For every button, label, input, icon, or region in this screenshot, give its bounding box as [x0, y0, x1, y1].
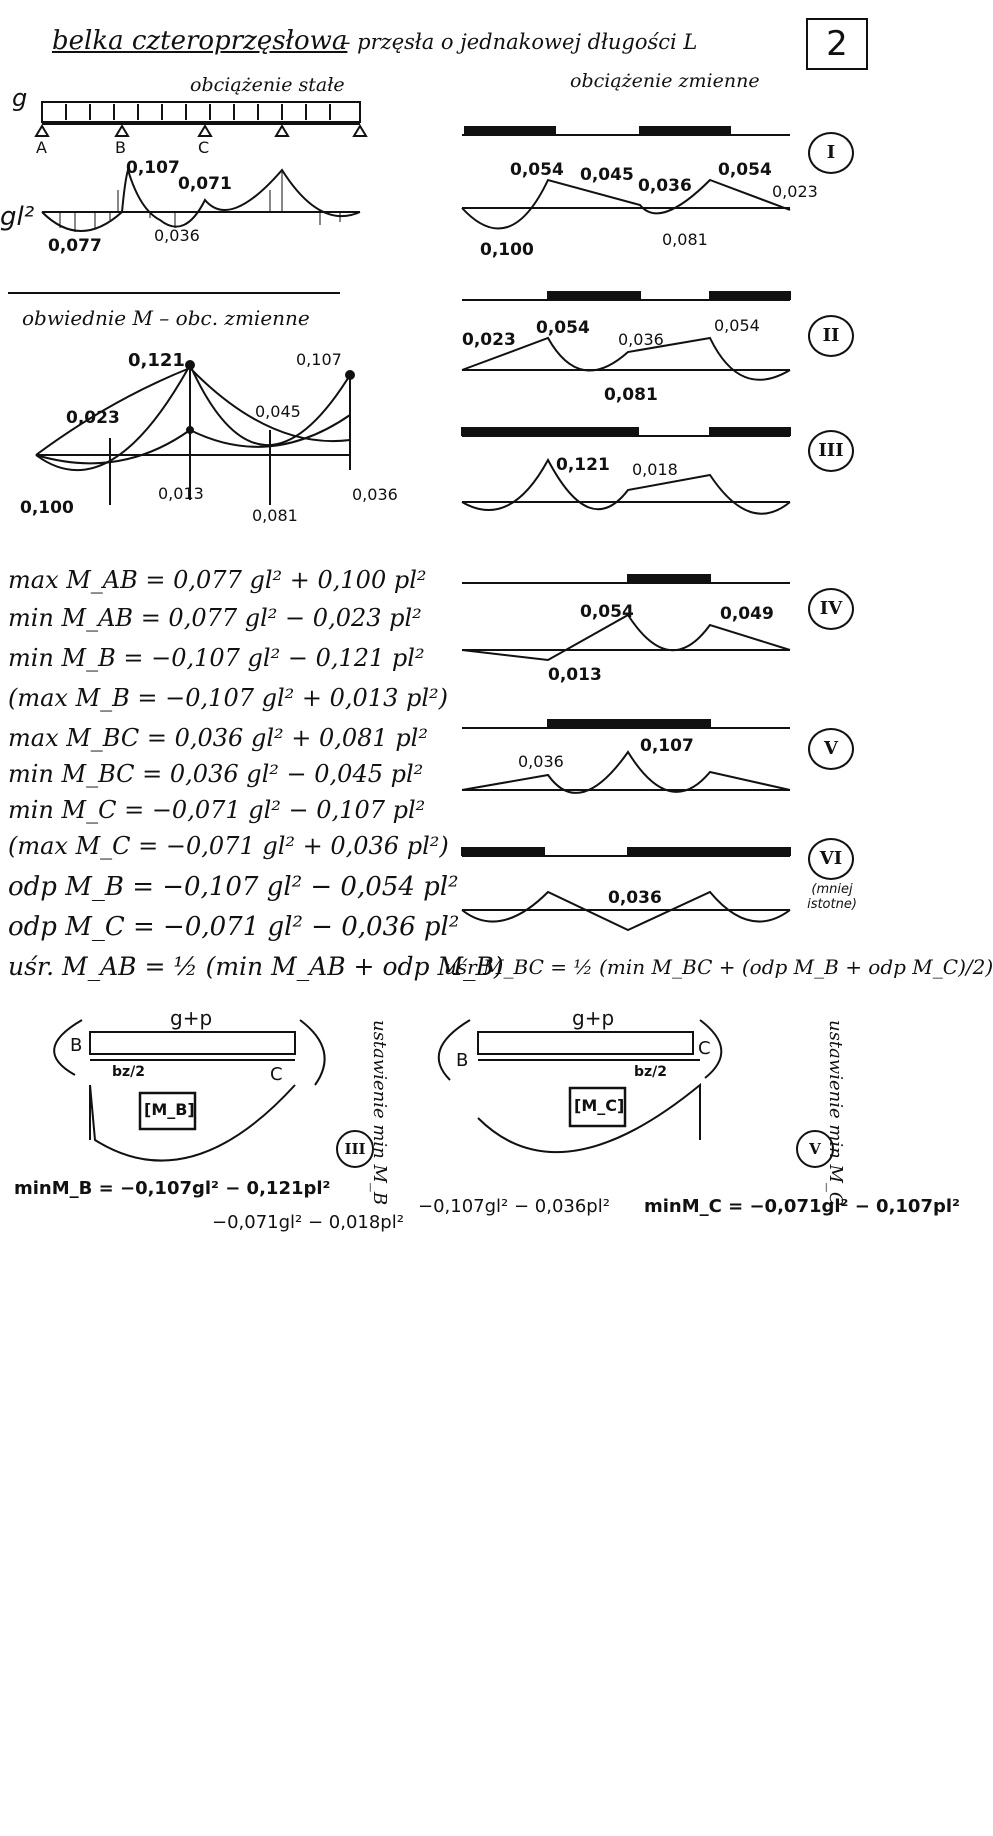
- case-5-value: 0,036: [518, 752, 564, 771]
- case-2-value: 0,054: [536, 318, 590, 338]
- envelope-value: 0,107: [296, 350, 342, 369]
- case-numeral: III: [808, 430, 854, 472]
- formula-line: min M_AB = 0,077 gl² − 0,023 pl²: [8, 604, 422, 632]
- load-symbol-g: g: [12, 84, 28, 112]
- detail-right-end-b: B: [456, 1050, 469, 1071]
- detail-right-load: g+p: [572, 1006, 615, 1030]
- case-2-value: 0,054: [714, 316, 760, 335]
- permanent-value: 0,036: [154, 226, 200, 245]
- case-1-value: 0,054: [510, 160, 564, 180]
- formula-line: max M_AB = 0,077 gl² + 0,100 pl²: [8, 566, 427, 594]
- envelope-value: 0,045: [255, 402, 301, 421]
- case-5-value: 0,107: [640, 736, 694, 756]
- case-2-value: 0,036: [618, 330, 664, 349]
- case-6-value: 0,036: [608, 888, 662, 908]
- header-variable-load: obciążenie zmienne: [570, 70, 760, 92]
- detail-left-moment-box: [M_B]: [144, 1100, 195, 1119]
- page-number: 2: [826, 24, 848, 64]
- permanent-value: 0,077: [48, 236, 102, 256]
- formula-bc-average: uśr M_BC = ½ (min M_BC + (odp M_B + odp M_C)/2): [444, 955, 993, 979]
- envelope-value: 0,013: [158, 484, 204, 503]
- case-numeral: VI: [808, 838, 854, 880]
- formula-line: min M_B = −0,107 gl² − 0,121 pl²: [8, 644, 425, 672]
- formula-line: max M_BC = 0,036 gl² + 0,081 pl²: [8, 724, 428, 752]
- detail-left-drawing: [54, 1020, 324, 1161]
- formula-line: min M_C = −0,071 gl² − 0,107 pl²: [8, 796, 426, 824]
- detail-right-drawing: [439, 1020, 722, 1152]
- detail-right-side-note: ustawienie min M_C: [825, 1020, 846, 1206]
- formula-line: (max M_C = −0,071 gl² + 0,036 pl²): [8, 832, 449, 860]
- envelope-value: 0,100: [20, 498, 74, 518]
- header-envelope: obwiednie M – obc. zmienne: [22, 306, 310, 330]
- permanent-value: 0,107: [126, 158, 180, 178]
- formula-line: (max M_B = −0,107 gl² + 0,013 pl²): [8, 684, 449, 712]
- case-numeral: IV: [808, 588, 854, 630]
- detail-right-numeral: V: [796, 1130, 834, 1168]
- variable-case-5-drawing: [462, 720, 790, 793]
- support-label-a: A: [36, 138, 47, 157]
- detail-left-bottom-formula: minM_B = −0,107gl² − 0,121pl²: [14, 1178, 331, 1199]
- detail-right-bottom-formula-2: minM_C = −0,071gl² − 0,107pl²: [644, 1196, 960, 1217]
- header-permanent-load: obciążenie stałe: [190, 74, 345, 96]
- formula-line: odp M_C = −0,071 gl² − 0,036 pl²: [8, 912, 460, 942]
- formula-line: uśr. M_AB = ½ (min M_AB + odp M_B): [8, 952, 504, 981]
- detail-left-bottom-formula-2: −0,071gl² − 0,018pl²: [212, 1212, 404, 1233]
- detail-left-side-note: ustawienie min M_B: [369, 1020, 390, 1206]
- case-1-value: 0,023: [772, 182, 818, 201]
- support-label-b: B: [115, 138, 126, 157]
- case-1-value: 0,081: [662, 230, 708, 249]
- envelope-value: 0,023: [66, 408, 120, 428]
- detail-right-bottom-formula: −0,107gl² − 0,036pl²: [418, 1196, 610, 1217]
- case-numeral: V: [808, 728, 854, 770]
- detail-left-end-b: B: [70, 1035, 83, 1056]
- detail-left-bz: bz/2: [112, 1064, 146, 1080]
- page-title: belka czteroprzęsłowa: [52, 26, 348, 56]
- page-subtitle: – przęsła o jednakowej długości L: [340, 30, 698, 54]
- case-2-value: 0,081: [604, 385, 658, 405]
- case-numeral: II: [808, 315, 854, 357]
- detail-right-moment-box: [M_C]: [574, 1096, 625, 1115]
- detail-left-load: g+p: [170, 1006, 213, 1030]
- detail-left-end-c: C: [270, 1064, 283, 1085]
- variable-case-3-drawing: [462, 428, 790, 514]
- case-3-value: 0,018: [632, 460, 678, 479]
- case-4-value: 0,013: [548, 665, 602, 685]
- envelope-value: 0,081: [252, 506, 298, 525]
- permanent-beam: [36, 102, 366, 232]
- envelope-value: 0,036: [352, 485, 398, 504]
- detail-left-numeral: III: [336, 1130, 374, 1168]
- case-3-value: 0,121: [556, 455, 610, 475]
- load-arrows: [66, 104, 330, 120]
- formula-line: odp M_B = −0,107 gl² − 0,054 pl²: [8, 872, 459, 902]
- permanent-value: 0,071: [178, 174, 232, 194]
- formula-line: min M_BC = 0,036 gl² − 0,045 pl²: [8, 760, 424, 788]
- case-4-value: 0,049: [720, 604, 774, 624]
- case-numeral: I: [808, 132, 854, 174]
- case-1-value: 0,036: [638, 176, 692, 196]
- envelope-value: 0,121: [128, 350, 185, 371]
- moment-symbol: gl²: [0, 202, 35, 232]
- case-1-value: 0,045: [580, 165, 634, 185]
- support-label-c: C: [198, 138, 210, 157]
- case-2-value: 0,023: [462, 330, 516, 350]
- detail-right-end-c: C: [698, 1038, 711, 1059]
- case-1-value: 0,100: [480, 240, 534, 260]
- case-1-value: 0,054: [718, 160, 772, 180]
- case-4-value: 0,054: [580, 602, 634, 622]
- case-6-note: (mniej istotne): [807, 882, 857, 912]
- detail-right-bz: bz/2: [634, 1064, 668, 1080]
